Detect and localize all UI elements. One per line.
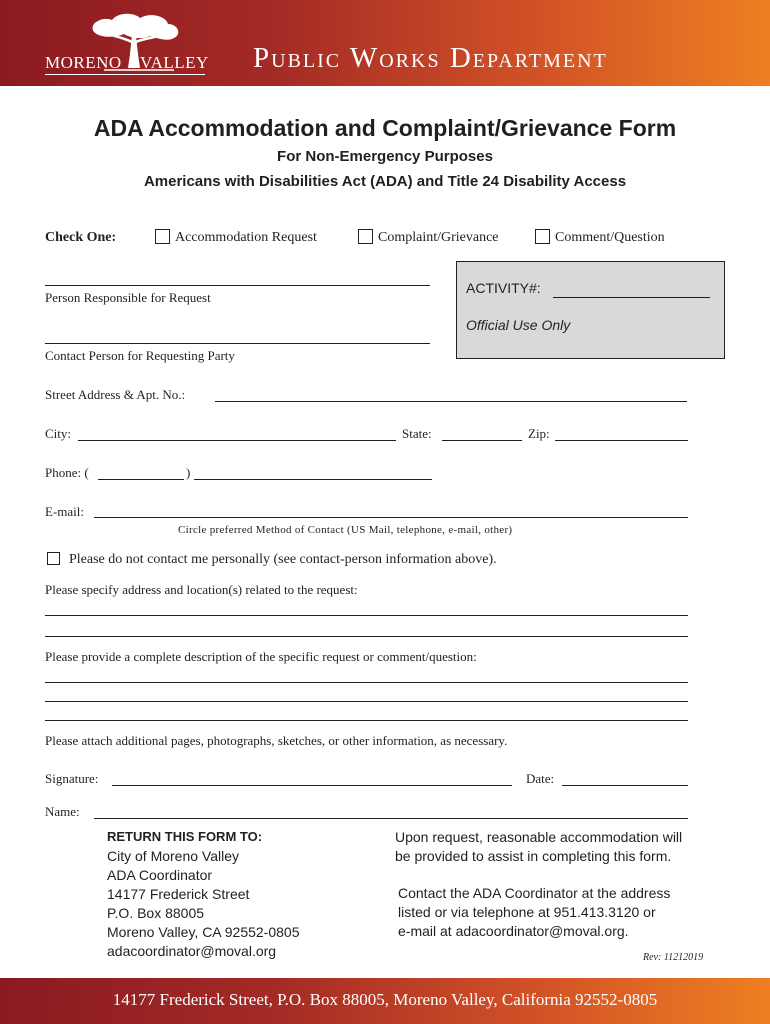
- return-line: P.O. Box 88005: [107, 905, 205, 921]
- email-field[interactable]: [94, 517, 688, 518]
- zip-field[interactable]: [555, 440, 688, 441]
- describe-label: Please provide a complete description of the specific request or comment/question:: [45, 649, 477, 664]
- form-title: ADA Accommodation and Complaint/Grievance Form: [93, 115, 677, 141]
- accommodation-request-checkbox[interactable]: [155, 229, 170, 244]
- contact-note-line: e-mail at adacoordinator@moval.org.: [398, 923, 629, 939]
- street-address-label: Street Address & Apt. No.:: [45, 387, 186, 402]
- form-subtitle-purpose: For Non-Emergency Purposes: [277, 148, 493, 165]
- header-banner: [0, 0, 770, 86]
- form-subtitle-ada: Americans with Disabilities Act (ADA) and Title 24 Disability Access: [143, 173, 627, 190]
- attach-note: Please attach additional pages, photographs, sketches, or other information, as necessary.: [45, 733, 508, 748]
- official-use-label: Official Use Only: [466, 317, 571, 333]
- do-not-contact-checkbox[interactable]: [47, 552, 60, 565]
- street-address-field[interactable]: [215, 401, 687, 402]
- person-responsible-label: Person Responsible for Request: [45, 290, 211, 305]
- signature-field[interactable]: [112, 785, 512, 786]
- phone-label: Phone: (: [45, 465, 89, 480]
- name-label: Name:: [45, 804, 80, 819]
- return-heading: RETURN THIS FORM TO:: [107, 829, 263, 844]
- contact-person-label: Contact Person for Requesting Party: [45, 348, 235, 363]
- phone-number-field[interactable]: [194, 479, 432, 480]
- accommodation-note-line: Upon request, reasonable accommodation will: [395, 829, 683, 845]
- description-line-2[interactable]: [45, 701, 688, 702]
- date-label: Date:: [526, 771, 555, 786]
- city-field[interactable]: [78, 440, 396, 441]
- contact-person-field[interactable]: [45, 343, 430, 344]
- complaint-grievance-label: Complaint/Grievance: [378, 230, 499, 245]
- logo-underline: [45, 74, 205, 75]
- zip-label: Zip:: [528, 426, 550, 441]
- return-line: City of Moreno Valley: [107, 848, 240, 864]
- revision-label: Rev: 11212019: [643, 952, 704, 963]
- return-line: Moreno Valley, CA 92552-0805: [107, 924, 300, 940]
- comment-question-checkbox[interactable]: [535, 229, 550, 244]
- state-field[interactable]: [442, 440, 522, 441]
- logo-text-moreno: MORENO: [45, 53, 122, 72]
- contact-note-line: listed or via telephone at 951.413.3120 or: [398, 904, 656, 920]
- complaint-grievance-checkbox[interactable]: [358, 229, 373, 244]
- accommodation-note-line: be provided to assist in completing this form.: [395, 848, 672, 864]
- footer-address: 14177 Frederick Street, P.O. Box 88005, Moreno Valley, California 92552-0805: [112, 990, 658, 1009]
- description-line-3[interactable]: [45, 720, 688, 721]
- footer-banner: [0, 978, 770, 1024]
- email-label: E-mail:: [45, 504, 84, 519]
- signature-label: Signature:: [45, 771, 99, 786]
- contact-note-line: Contact the ADA Coordinator at the address: [398, 885, 671, 901]
- phone-paren: ): [186, 465, 191, 480]
- location-line-1[interactable]: [45, 615, 688, 616]
- date-field[interactable]: [562, 785, 688, 786]
- specify-location-label: Please specify address and location(s) related to the request:: [45, 582, 358, 597]
- city-label: City:: [45, 426, 72, 441]
- department-title: Public Works Department: [253, 42, 608, 74]
- accommodation-request-label: Accommodation Request: [175, 230, 317, 245]
- activity-field[interactable]: [553, 297, 710, 298]
- comment-question-label: Comment/Question: [555, 230, 665, 245]
- return-email: adacoordinator@moval.org: [107, 943, 277, 959]
- contact-method-note: Circle preferred Method of Contact (US Mail, telephone, e-mail, other): [178, 524, 513, 536]
- logo-text-valley: VALLEY: [140, 53, 209, 72]
- phone-area-code-field[interactable]: [98, 479, 184, 480]
- name-field[interactable]: [94, 818, 688, 819]
- activity-label: ACTIVITY#:: [466, 280, 541, 296]
- state-label: State:: [402, 426, 432, 441]
- return-line: 14177 Frederick Street: [107, 886, 250, 902]
- person-responsible-field[interactable]: [45, 285, 430, 286]
- return-line: ADA Coordinator: [107, 867, 213, 883]
- description-line-1[interactable]: [45, 682, 688, 683]
- official-use-box: [456, 261, 725, 359]
- location-line-2[interactable]: [45, 636, 688, 637]
- check-one-label: Check One:: [45, 230, 117, 245]
- do-not-contact-label: Please do not contact me personally (see contact-person information above).: [69, 552, 497, 567]
